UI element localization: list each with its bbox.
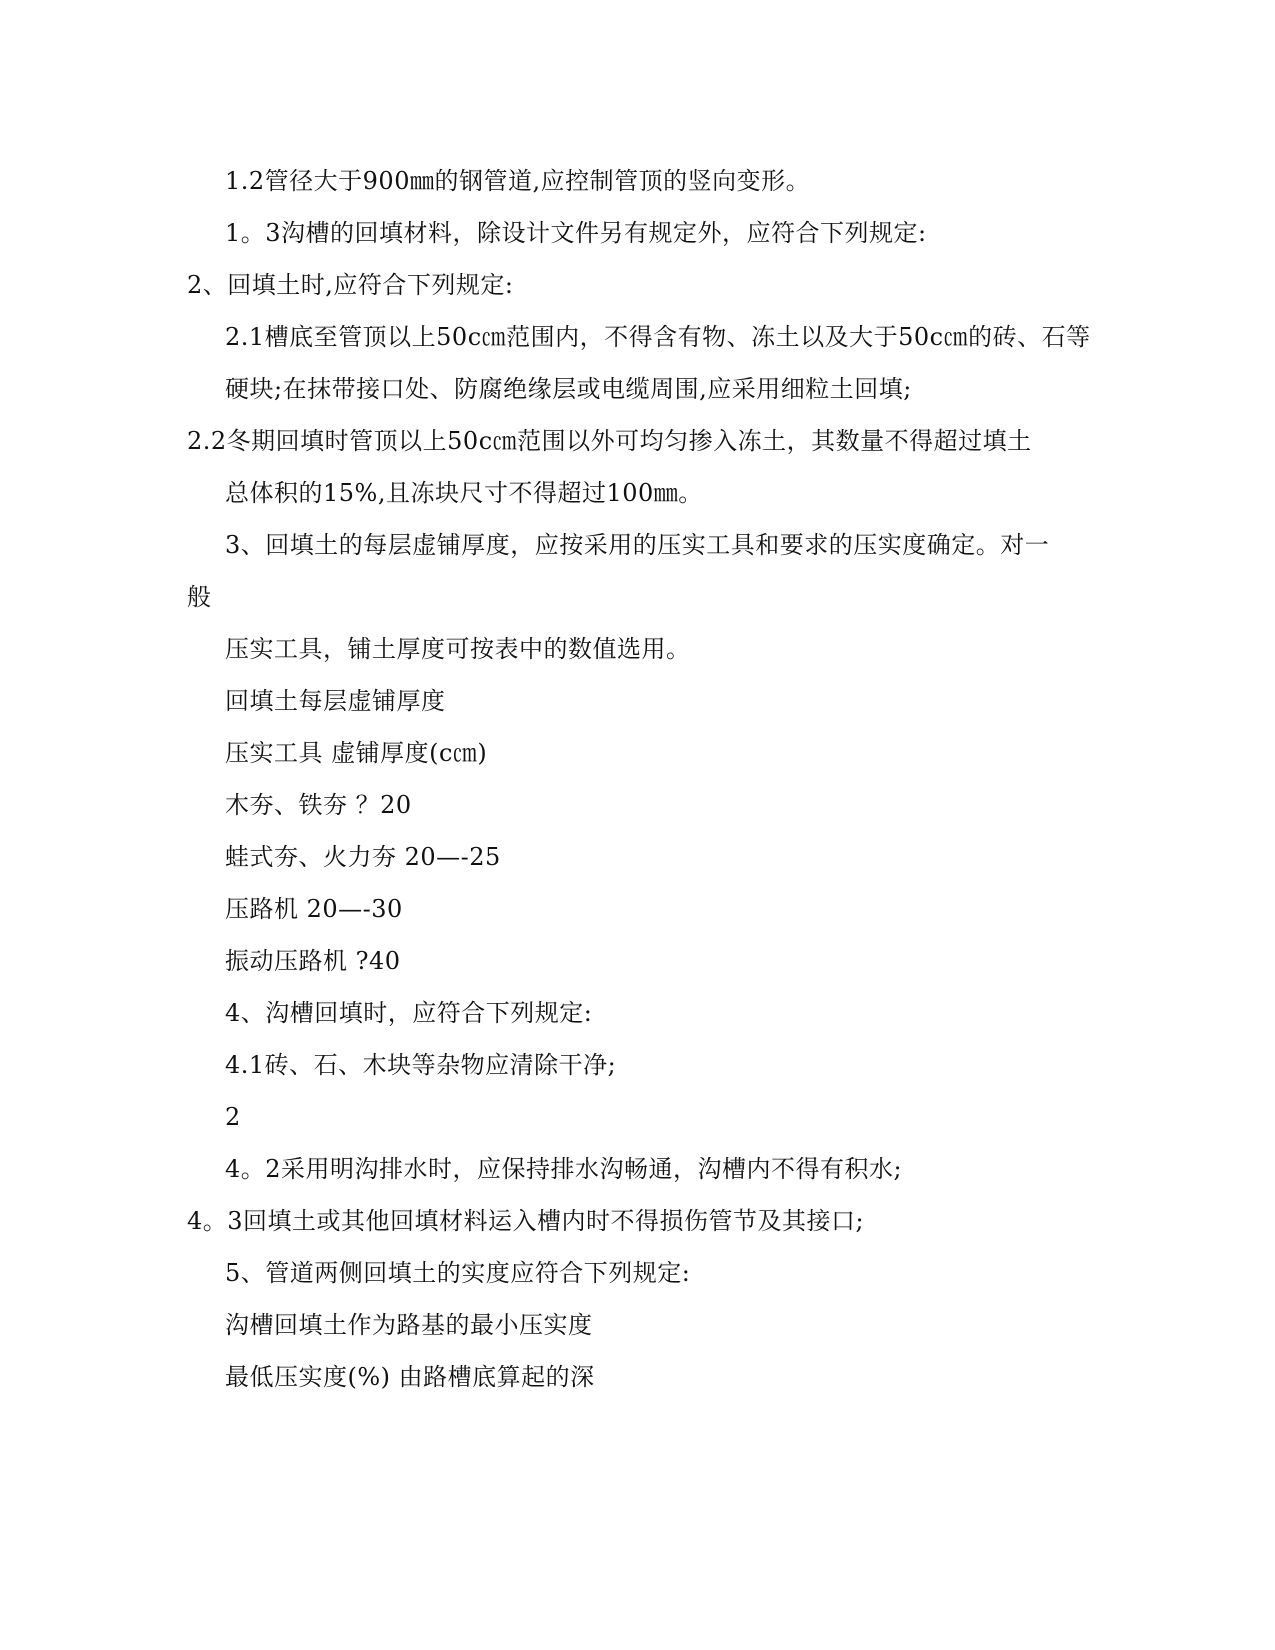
text-line: 1.2管径大于900㎜的钢管道,应控制管顶的竖向变形。 <box>225 167 811 195</box>
table-title: 沟槽回填土作为路基的最小压实度 <box>225 1311 593 1339</box>
table-header: 压实工具 虚铺厚度(c㎝) <box>225 739 488 767</box>
text-line: 总体积的15%,且冻块尺寸不得超过100㎜。 <box>225 479 703 507</box>
text-line: 1。3沟槽的回填材料，除设计文件另有规定外，应符合下列规定: <box>225 219 927 247</box>
text-line: 压实工具，铺土厚度可按表中的数值选用。 <box>225 635 691 663</box>
text-line: 4。3回填土或其他回填材料运入槽内时不得损伤管节及其接口; <box>187 1207 865 1235</box>
text-line: 4。2采用明沟排水时，应保持排水沟畅通，沟槽内不得有积水; <box>225 1155 903 1183</box>
table-row: 压路机 20—-30 <box>225 895 403 923</box>
section-heading: 3、回填土的每层虚铺厚度，应按采用的压实工具和要求的压实度确定。对一 <box>225 531 1050 559</box>
section-heading: 2、回填土时,应符合下列规定: <box>187 271 514 299</box>
table-title: 回填土每层虚铺厚度 <box>225 687 446 715</box>
page-number: 2 <box>225 1103 241 1131</box>
text-line: 般 <box>187 583 212 611</box>
text-line: 2.2冬期回填时管顶以上50c㎝范围以外可均匀掺入冻土，其数量不得超过填土 <box>187 427 1032 455</box>
section-heading: 4、沟槽回填时，应符合下列规定: <box>225 999 593 1027</box>
text-line: 4.1砖、石、木块等杂物应清除干净; <box>225 1051 617 1079</box>
text-line: 2.1槽底至管顶以上50c㎝范围内，不得含有物、冻土以及大于50c㎝的砖、石等 <box>225 323 1091 351</box>
text-line: 硬块;在抹带接口处、防腐绝缘层或电缆周围,应采用细粒土回填; <box>225 375 912 403</box>
table-row: 木夯、铁夯 ？20 <box>225 791 412 819</box>
section-heading: 5、管道两侧回填土的实度应符合下列规定: <box>225 1259 691 1287</box>
table-row: 振动压路机 ?40 <box>225 947 401 975</box>
table-header: 最低压实度(%) 由路槽底算起的深 <box>225 1363 595 1391</box>
table-row: 蛙式夯、火力夯 20—-25 <box>225 843 501 871</box>
